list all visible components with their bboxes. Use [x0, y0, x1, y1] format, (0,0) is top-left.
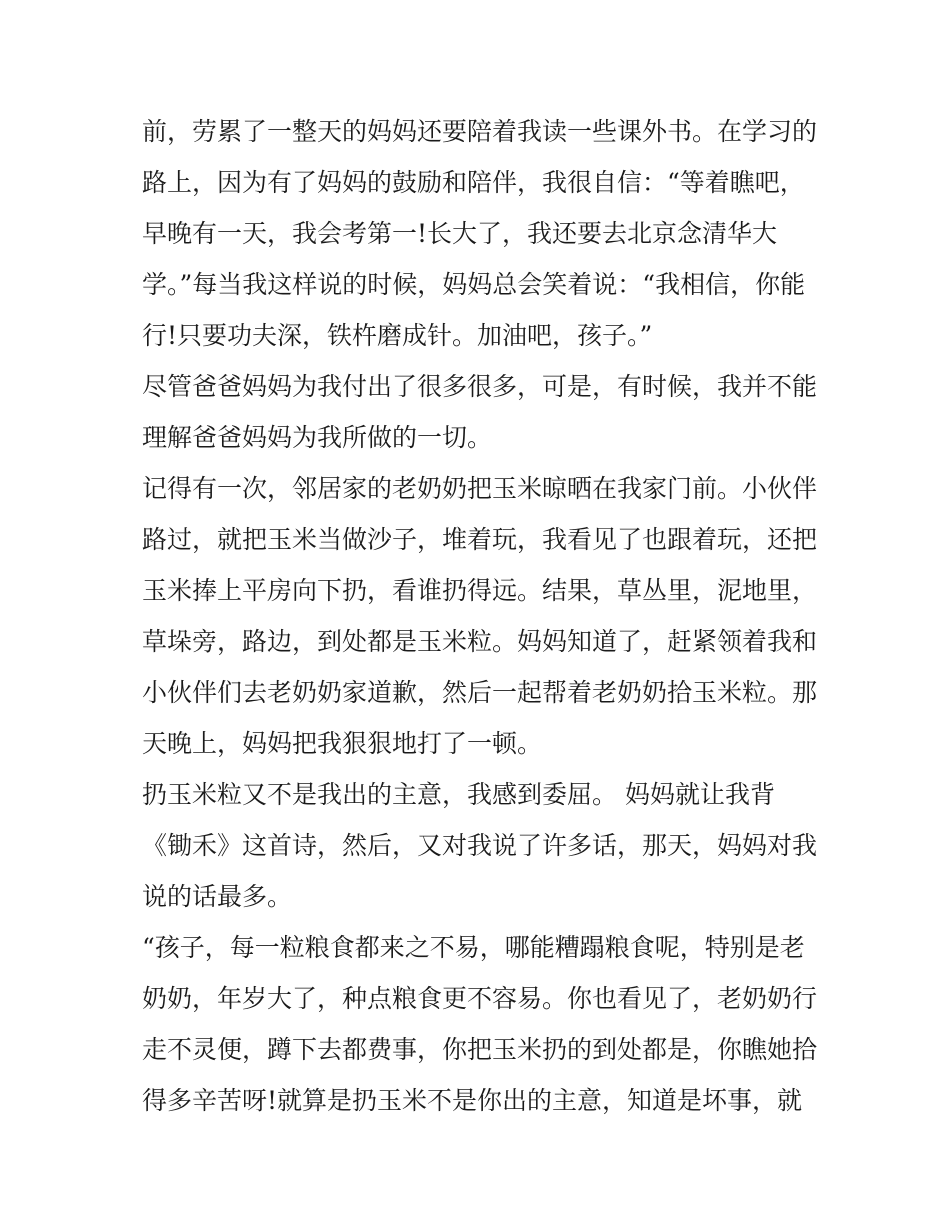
text-line: 理解爸爸妈妈为我所做的一切。 — [142, 423, 493, 452]
text-line: 尽管爸爸妈妈为我付出了很多很多，可是，有时候，我并不能 — [142, 372, 818, 401]
text-line: 玉米捧上平房向下扔，看谁扔得远。结果，草丛里，泥地里， — [142, 576, 818, 605]
text-line: 天晚上，妈妈把我狠狠地打了一顿。 — [142, 729, 543, 758]
text-line: 《锄禾》这首诗，然后，又对我说了许多话，那天，妈妈对我 — [142, 831, 818, 860]
text-line: 记得有一次，邻居家的老奶奶把玉米晾晒在我家门前。小伙伴 — [142, 474, 818, 503]
text-line: 小伙伴们去老奶奶家道歉，然后一起帮着老奶奶拾玉米粒。那 — [142, 678, 818, 707]
text-line: 前，劳累了一整天的妈妈还要陪着我读一些课外书。在学习的 — [142, 117, 818, 146]
text-line: 扔玉米粒又不是我出的主意，我感到委屈。 妈妈就让我背 — [142, 780, 775, 809]
text-line: “孩子，每一粒粮食都来之不易，哪能糟蹋粮食呢，特别是老 — [142, 933, 805, 962]
text-line: 得多辛苦呀!就算是扔玉米不是你出的主意，知道是坏事，就 — [142, 1086, 803, 1115]
text-line: 路过，就把玉米当做沙子，堆着玩，我看见了也跟着玩，还把 — [142, 525, 818, 554]
text-line: 奶奶，年岁大了，种点粮食更不容易。你也看见了，老奶奶行 — [142, 984, 818, 1013]
text-line: 路上，因为有了妈妈的鼓励和陪伴，我很自信：“等着瞧吧， — [142, 168, 805, 197]
text-line: 草垛旁，路边，到处都是玉米粒。妈妈知道了，赶紧领着我和 — [142, 627, 818, 656]
text-line: 走不灵便，蹲下去都费事，你把玉米扔的到处都是，你瞧她拾 — [142, 1035, 818, 1064]
text-line: 早晚有一天，我会考第一!长大了，我还要去北京念清华大 — [142, 219, 778, 248]
body-text — [142, 106, 822, 1126]
text-line: 学。”每当我这样说的时候，妈妈总会笑着说：“我相信，你能 — [142, 270, 806, 299]
text-line: 说的话最多。 — [142, 882, 293, 911]
text-line: 行!只要功夫深，铁杵磨成针。加油吧，孩子。” — [142, 321, 653, 350]
